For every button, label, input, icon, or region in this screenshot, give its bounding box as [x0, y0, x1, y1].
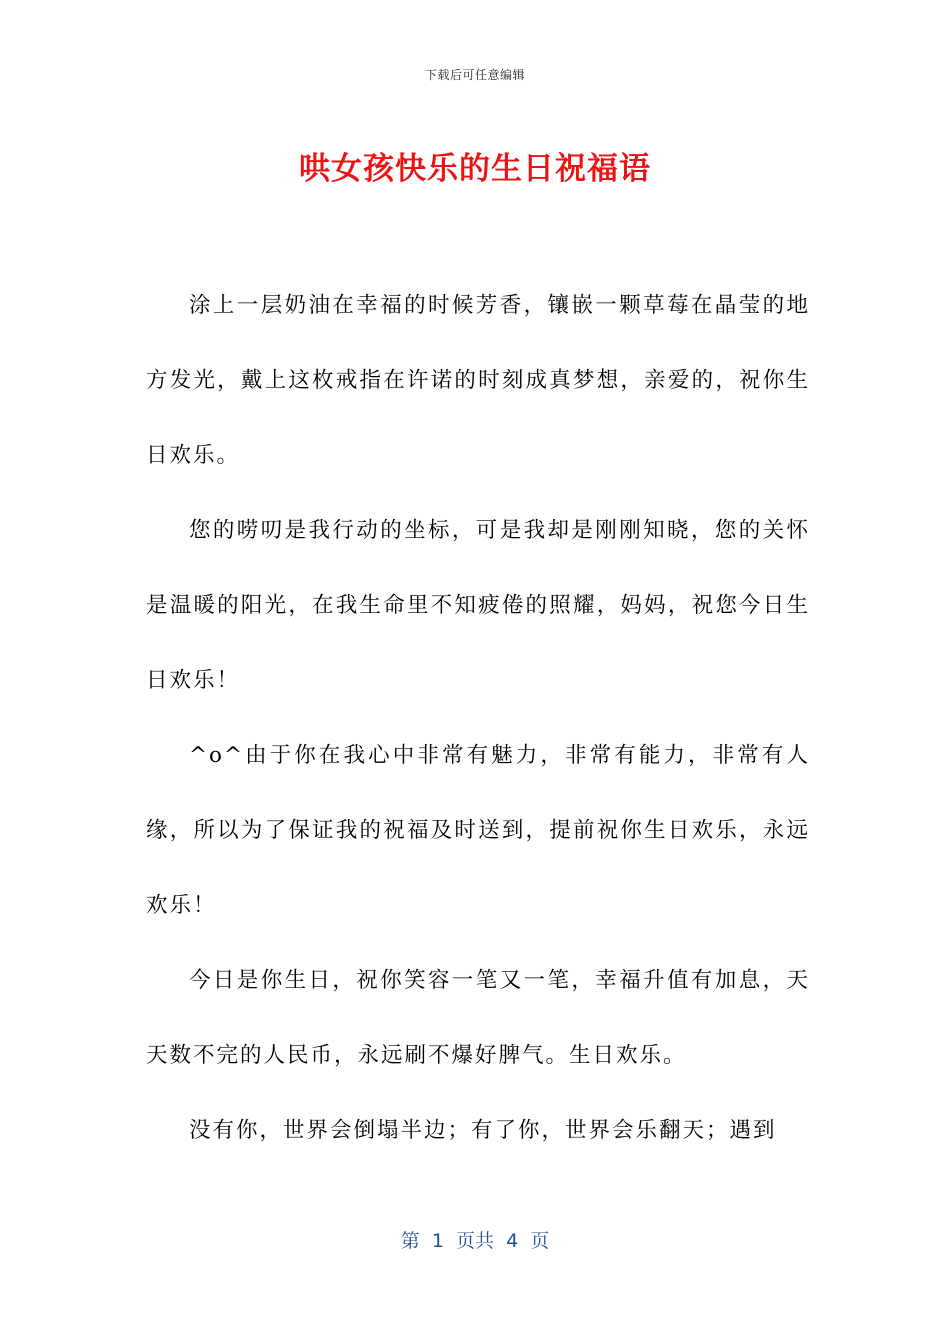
paragraph: 没有你，世界会倒塌半边；有了你，世界会乐翻天；遇到	[189, 1118, 777, 1143]
header-note: 下载后可任意编辑	[424, 68, 525, 82]
paragraph: 涂上一层奶油在幸福的时候芳香，镶嵌一颗草莓在晶莹的地方发光，戴上这枚戒指在许诺的时刻成真梦想，亲爱的，祝你生日欢乐。	[146, 293, 810, 468]
document-body	[146, 268, 810, 1168]
paragraph: 您的唠叨是我行动的坐标，可是我却是刚刚知晓，您的关怀是温暖的阳光，在我生命里不知疲倦的照耀，妈妈，祝您今日生日欢乐！	[146, 518, 810, 693]
paragraph: 今日是你生日，祝你笑容一笔又一笔，幸福升值有加息，天天数不完的人民币，永远刷不爆好脾气。生日欢乐。	[146, 968, 810, 1068]
document-title: 哄女孩快乐的生日祝福语	[299, 151, 651, 187]
paragraph: ^o^由于你在我心中非常有魅力，非常有能力，非常有人缘，所以为了保证我的祝福及时送到，提前祝你生日欢乐，永远欢乐！	[146, 743, 810, 918]
page-number-footer: 第 1 页共 4 页	[400, 1230, 550, 1252]
